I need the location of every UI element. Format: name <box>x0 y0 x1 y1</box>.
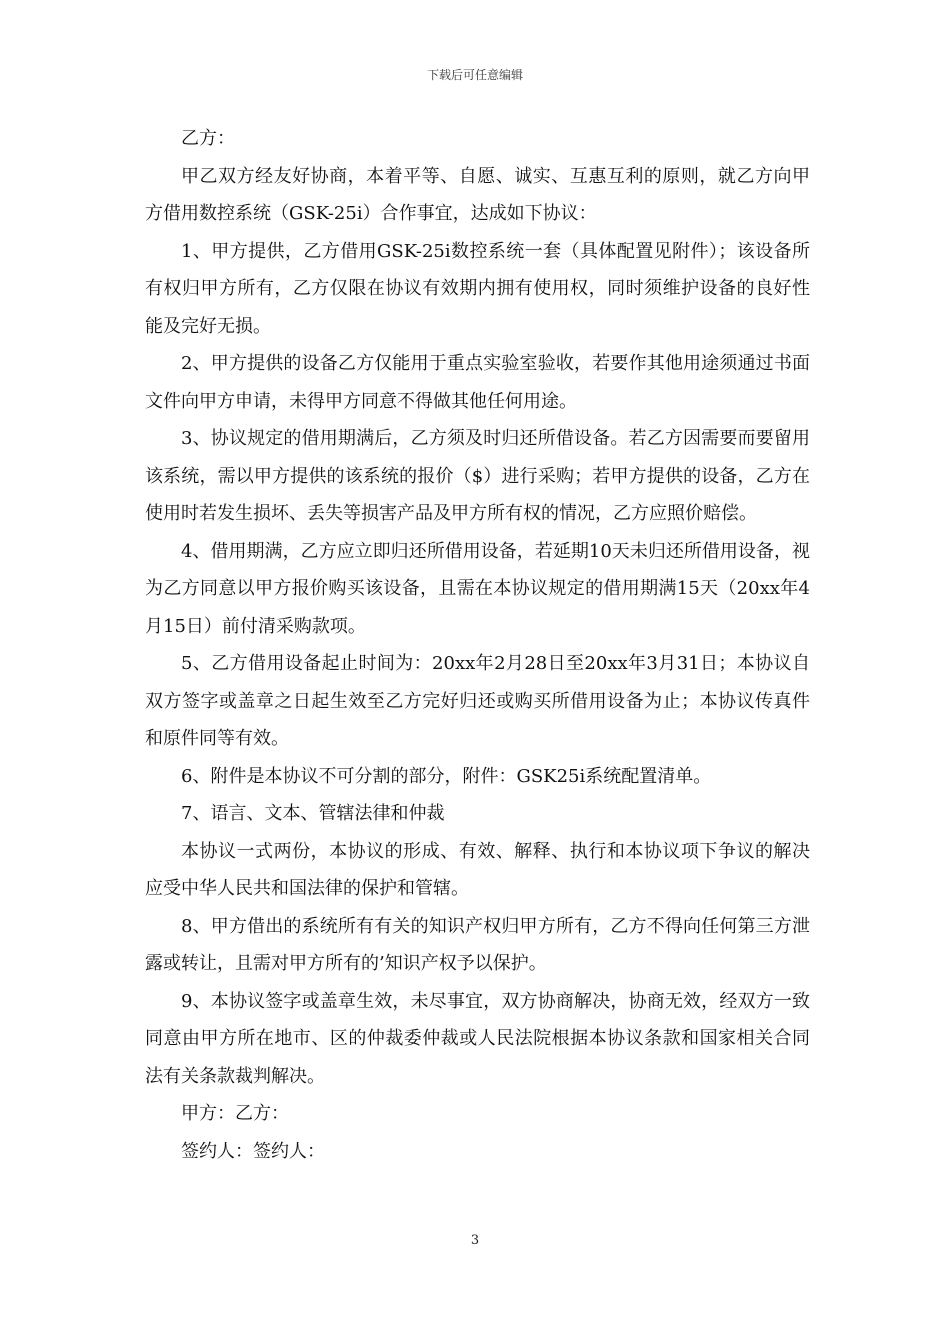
clause-3: 3、协议规定的借用期满后，乙方须及时归还所借设备。若乙方因需要而要留用该系统，需以甲方提供的该系统的报价（$）进行采购；若甲方提供的设备，乙方在使用时若发生损坏、丢失等损害产品及甲方所有权的情况，乙方应照价赔偿。 <box>145 428 810 524</box>
clause-7-title: 7、语言、文本、管辖法律和仲裁 <box>181 803 445 824</box>
clause-5: 5、乙方借用设备起止时间为：20xx年2月28日至20xx年3月31日；本协议自双方签字或盖章之日起生效至乙方完好归还或购买所借用设备为止；本协议传真件和原件同等有效。 <box>145 653 810 749</box>
clause-7-body: 本协议一式两份，本协议的形成、有效、解释、执行和本协议项下争议的解决应受中华人民共和国法律的保护和管辖。 <box>145 840 810 899</box>
page-number: 3 <box>470 1233 480 1248</box>
parties-line: 甲方：乙方： <box>181 1103 289 1124</box>
page-header: 下载后可任意编辑 <box>426 68 523 82</box>
preamble: 甲乙双方经友好协商，本着平等、自愿、诚实、互惠互利的原则，就乙方向甲方借用数控系统（GSK-25i）合作事宜，达成如下协议： <box>145 165 810 224</box>
party-b-line: 乙方： <box>181 128 235 149</box>
clause-9: 9、本协议签字或盖章生效，未尽事宜，双方协商解决，协商无效，经双方一致同意由甲方所在地市、区的仲裁委仲裁或人民法院根据本协议条款和国家相关合同法有关条款裁判解决。 <box>145 990 810 1087</box>
clause-4: 4、借用期满，乙方应立即归还所借用设备，若延期10天未归还所借用设备，视为乙方同意以甲方报价购买该设备，且需在本协议规定的借用期满15天（20xx年4月15日）前付清采购款项。 <box>145 540 810 637</box>
clause-1: 1、甲方提供，乙方借用GSK-25i数控系统一套（具体配置见附件）；该设备所有权归甲方所有，乙方仅限在协议有效期内拥有使用权，同时须维护设备的良好性能及完好无损。 <box>145 240 810 337</box>
clause-8: 8、甲方借出的系统所有有关的知识产权归甲方所有，乙方不得向任何第三方泄露或转让，且需对甲方所有的’知识产权予以保护。 <box>145 915 810 974</box>
clause-2: 2、甲方提供的设备乙方仅能用于重点实验室验收，若要作其他用途须通过书面文件向甲方申请，未得甲方同意不得做其他任何用途。 <box>145 353 810 412</box>
document-body <box>145 120 810 1170</box>
clause-6: 6、附件是本协议不可分割的部分，附件：GSK25i系统配置清单。 <box>181 765 712 787</box>
signatories-line: 签约人：签约人： <box>181 1140 325 1162</box>
